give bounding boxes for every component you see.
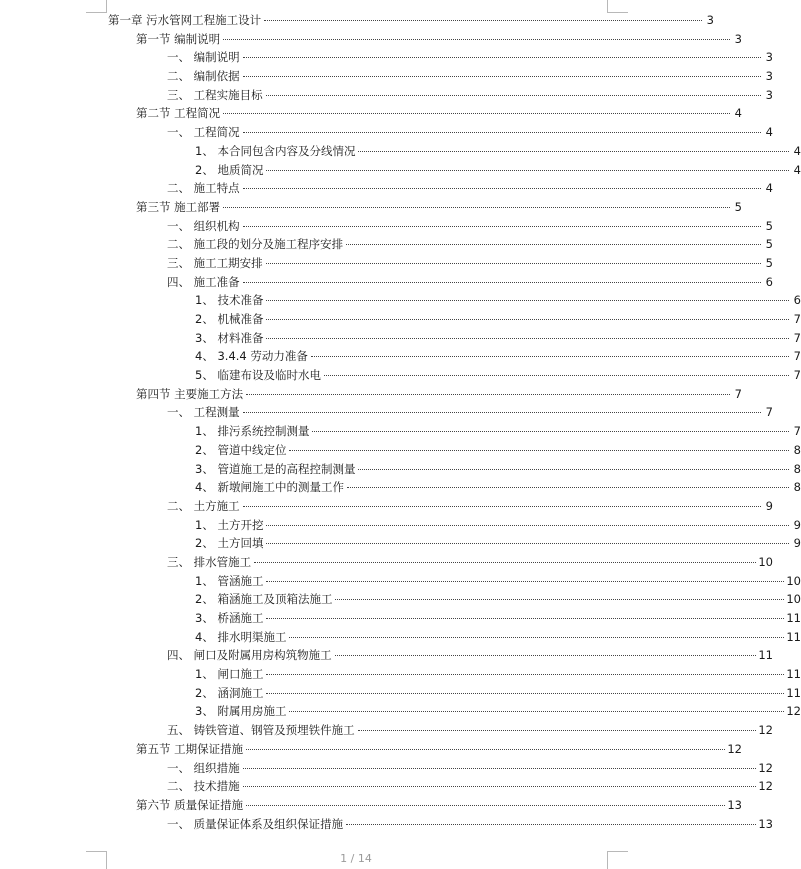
toc-entry[interactable]: [0, 684, 801, 703]
toc-entry-page-number: 11: [786, 611, 801, 625]
toc-entry[interactable]: [0, 329, 801, 348]
toc-leader-dots: [243, 76, 761, 77]
toc-entry-page-number: 10: [758, 554, 773, 569]
toc-entry-label: 第一节 编制说明: [136, 31, 221, 46]
toc-entry-page-number: 12: [786, 704, 801, 719]
toc-entry-page-number: 7: [793, 312, 801, 326]
toc-entry-page-number: 8: [793, 442, 801, 457]
toc-entry-page-number: 7: [793, 368, 801, 383]
toc-entry-page-number: 7: [793, 424, 801, 439]
toc-entry-page-number: 9: [765, 498, 773, 513]
toc-leader-dots: [266, 300, 789, 301]
toc-entry-label: 第四节 主要施工方法: [136, 386, 244, 401]
toc-leader-dots: [243, 786, 757, 787]
toc-entry[interactable]: [0, 30, 742, 49]
toc-entry-page-number: 3: [765, 87, 773, 102]
toc-entry-page-number: 4: [793, 162, 801, 177]
toc-entry-page-number: 9: [793, 536, 801, 551]
toc-leader-dots: [266, 674, 784, 675]
toc-entry-page-number: 4: [765, 181, 773, 196]
toc-entry-label: 二、 编制依据: [167, 69, 240, 84]
toc-entry-label: 4、 新墩闸施工中的测量工作: [195, 480, 344, 495]
toc-leader-dots: [246, 805, 725, 806]
toc-leader-dots: [358, 730, 757, 731]
toc-entry-page-number: 8: [793, 480, 801, 495]
toc-leader-dots: [312, 431, 789, 432]
toc-entry-label: 4、 排水明渠施工: [195, 629, 287, 644]
toc-entry[interactable]: [0, 310, 801, 329]
toc-entry[interactable]: [0, 702, 801, 721]
toc-leader-dots: [223, 207, 730, 208]
toc-entry[interactable]: [0, 142, 801, 161]
toc-entry[interactable]: [0, 796, 742, 815]
toc-entry-page-number: 11: [758, 648, 773, 663]
toc-entry[interactable]: [0, 422, 801, 441]
toc-leader-dots: [266, 693, 784, 694]
toc-leader-dots: [289, 450, 789, 451]
toc-entry-page-number: 12: [758, 723, 773, 738]
toc-entry-label: 2、 箱涵施工及顶箱法施工: [195, 592, 333, 607]
page-indicator: 1 / 14: [340, 852, 372, 865]
toc-entry-label: 一、 工程简况: [167, 125, 240, 140]
toc-entry-label: 四、 闸口及附属用房构筑物施工: [167, 648, 332, 663]
toc-entry[interactable]: [0, 721, 773, 740]
toc-entry-label: 4、 3.4.4 劳动力准备: [195, 349, 308, 364]
toc-entry-page-number: 3: [765, 69, 773, 84]
table-of-contents: [0, 11, 801, 833]
toc-entry-page-number: 8: [793, 461, 801, 476]
toc-entry-page-number: 10: [786, 592, 801, 607]
toc-leader-dots: [335, 599, 784, 600]
toc-entry[interactable]: [0, 385, 742, 404]
toc-entry-label: 第五节 工期保证措施: [136, 741, 244, 756]
toc-leader-dots: [243, 132, 761, 133]
toc-entry-label: 3、 附属用房施工: [195, 704, 287, 719]
toc-entry-label: 第三节 施工部署: [136, 199, 221, 214]
toc-entry[interactable]: [0, 478, 801, 497]
toc-entry-label: 2、 地质简况: [195, 162, 264, 177]
toc-leader-dots: [335, 655, 757, 656]
toc-entry-label: 1、 技术准备: [195, 293, 264, 308]
toc-leader-dots: [311, 356, 789, 357]
toc-entry-label: 三、 工程实施目标: [167, 87, 263, 102]
toc-leader-dots: [223, 39, 730, 40]
toc-entry-label: 2、 机械准备: [195, 312, 264, 326]
toc-entry-label: 二、 施工段的划分及施工程序安排: [167, 237, 344, 252]
toc-entry-label: 第六节 质量保证措施: [136, 797, 244, 812]
toc-entry-label: 3、 桥涵施工: [195, 611, 264, 625]
toc-leader-dots: [289, 711, 784, 712]
toc-leader-dots: [358, 469, 789, 470]
toc-entry-page-number: 3: [706, 13, 714, 27]
toc-entry-label: 1、 土方开挖: [195, 517, 264, 532]
toc-entry-page-number: 5: [765, 237, 773, 252]
toc-entry[interactable]: [0, 590, 801, 609]
toc-entry[interactable]: [0, 161, 801, 180]
toc-entry-page-number: 7: [793, 330, 801, 345]
toc-entry[interactable]: [0, 235, 773, 254]
toc-entry-label: 3、 材料准备: [195, 330, 264, 345]
toc-entry[interactable]: [0, 179, 773, 198]
toc-entry-label: 第一章 污水管网工程施工设计: [108, 13, 262, 27]
toc-leader-dots: [243, 768, 757, 769]
toc-entry-page-number: 9: [793, 517, 801, 532]
toc-leader-dots: [266, 170, 789, 171]
toc-leader-dots: [246, 394, 730, 395]
toc-leader-dots: [266, 95, 761, 96]
toc-entry-label: 1、 闸口施工: [195, 667, 264, 682]
toc-entry[interactable]: [0, 403, 773, 422]
toc-leader-dots: [347, 487, 789, 488]
toc-entry-page-number: 4: [793, 143, 801, 158]
toc-entry-label: 一、 编制说明: [167, 50, 240, 65]
toc-entry[interactable]: [0, 777, 773, 796]
toc-entry[interactable]: [0, 86, 773, 105]
toc-entry[interactable]: [0, 646, 773, 665]
toc-entry-label: 2、 涵洞施工: [195, 685, 264, 700]
toc-leader-dots: [289, 637, 784, 638]
toc-entry-label: 5、 临建布设及临时水电: [195, 368, 321, 383]
toc-leader-dots: [254, 562, 756, 563]
toc-entry-label: 五、 铸铁管道、钢管及预埋铁件施工: [167, 723, 355, 738]
toc-entry-page-number: 5: [765, 255, 773, 270]
toc-leader-dots: [246, 749, 725, 750]
toc-entry[interactable]: [0, 123, 773, 142]
toc-entry[interactable]: [0, 11, 714, 30]
toc-entry-page-number: 5: [765, 218, 773, 233]
toc-entry-page-number: 3: [734, 31, 742, 46]
toc-entry-page-number: 4: [734, 106, 742, 121]
toc-entry[interactable]: [0, 273, 773, 292]
toc-entry-label: 一、 组织机构: [167, 218, 240, 233]
toc-entry-page-number: 12: [727, 741, 742, 756]
toc-entry-label: 1、 排污系统控制测量: [195, 424, 310, 439]
toc-entry-page-number: 6: [765, 274, 773, 289]
toc-entry-label: 三、 施工工期安排: [167, 255, 263, 270]
toc-entry[interactable]: [0, 740, 742, 759]
toc-leader-dots: [243, 506, 761, 507]
toc-leader-dots: [266, 263, 761, 264]
toc-leader-dots: [266, 319, 789, 320]
toc-entry-page-number: 7: [765, 405, 773, 420]
toc-entry[interactable]: [0, 217, 773, 236]
toc-entry[interactable]: [0, 572, 801, 591]
toc-leader-dots: [243, 226, 761, 227]
toc-leader-dots: [264, 20, 702, 21]
toc-entry-label: 二、 施工特点: [167, 181, 240, 196]
toc-leader-dots: [358, 151, 789, 152]
toc-entry[interactable]: [0, 291, 801, 310]
toc-entry[interactable]: [0, 104, 742, 123]
toc-entry-page-number: 13: [758, 816, 773, 831]
toc-entry[interactable]: [0, 815, 773, 834]
toc-entry[interactable]: [0, 759, 773, 778]
toc-leader-dots: [266, 618, 784, 619]
toc-entry[interactable]: [0, 254, 773, 273]
toc-entry-label: 第二节 工程简况: [136, 106, 221, 121]
toc-entry-label: 三、 排水管施工: [167, 554, 252, 569]
toc-entry-page-number: 12: [758, 779, 773, 794]
toc-leader-dots: [266, 581, 784, 582]
toc-entry-page-number: 5: [734, 199, 742, 214]
toc-entry-label: 1、 管涵施工: [195, 573, 264, 588]
toc-entry-page-number: 6: [793, 293, 801, 308]
toc-leader-dots: [346, 824, 756, 825]
toc-entry-label: 二、 土方施工: [167, 498, 240, 513]
toc-entry-page-number: 13: [727, 797, 742, 812]
toc-entry[interactable]: [0, 460, 801, 479]
toc-entry[interactable]: [0, 628, 801, 647]
toc-entry-label: 2、 土方回填: [195, 536, 264, 551]
toc-entry-label: 1、 本合同包含内容及分线情况: [195, 143, 356, 158]
toc-entry[interactable]: [0, 48, 773, 67]
toc-leader-dots: [324, 375, 789, 376]
toc-entry[interactable]: [0, 347, 801, 366]
toc-entry[interactable]: [0, 516, 801, 535]
toc-entry-label: 四、 施工准备: [167, 274, 240, 289]
toc-entry[interactable]: [0, 665, 801, 684]
toc-leader-dots: [266, 338, 789, 339]
toc-entry[interactable]: [0, 198, 742, 217]
toc-entry-label: 3、 管道施工是的高程控制测量: [195, 461, 356, 476]
toc-entry-page-number: 11: [786, 629, 801, 644]
toc-entry-page-number: 3: [765, 50, 773, 65]
toc-entry-label: 一、 质量保证体系及组织保证措施: [167, 816, 344, 831]
toc-entry-label: 一、 组织措施: [167, 760, 240, 775]
toc-entry-page-number: 12: [758, 760, 773, 775]
toc-entry-page-number: 11: [786, 667, 801, 682]
toc-entry-label: 2、 管道中线定位: [195, 442, 287, 457]
toc-leader-dots: [266, 543, 789, 544]
toc-entry-page-number: 7: [734, 386, 742, 401]
toc-leader-dots: [243, 412, 761, 413]
toc-entry[interactable]: [0, 609, 801, 628]
toc-entry[interactable]: [0, 497, 773, 516]
toc-leader-dots: [243, 282, 761, 283]
toc-entry[interactable]: [0, 553, 773, 572]
toc-entry-page-number: 4: [765, 125, 773, 140]
toc-entry[interactable]: [0, 441, 801, 460]
toc-entry[interactable]: [0, 534, 801, 553]
toc-leader-dots: [243, 188, 761, 189]
toc-leader-dots: [223, 113, 730, 114]
toc-entry-page-number: 11: [786, 685, 801, 700]
toc-leader-dots: [243, 57, 761, 58]
toc-entry-label: 二、 技术措施: [167, 779, 240, 794]
toc-entry-page-number: 7: [793, 349, 801, 364]
toc-entry-page-number: 10: [786, 573, 801, 588]
toc-entry[interactable]: [0, 67, 773, 86]
toc-leader-dots: [346, 244, 761, 245]
toc-entry-label: 一、 工程测量: [167, 405, 240, 420]
toc-entry[interactable]: [0, 366, 801, 385]
toc-leader-dots: [266, 525, 789, 526]
